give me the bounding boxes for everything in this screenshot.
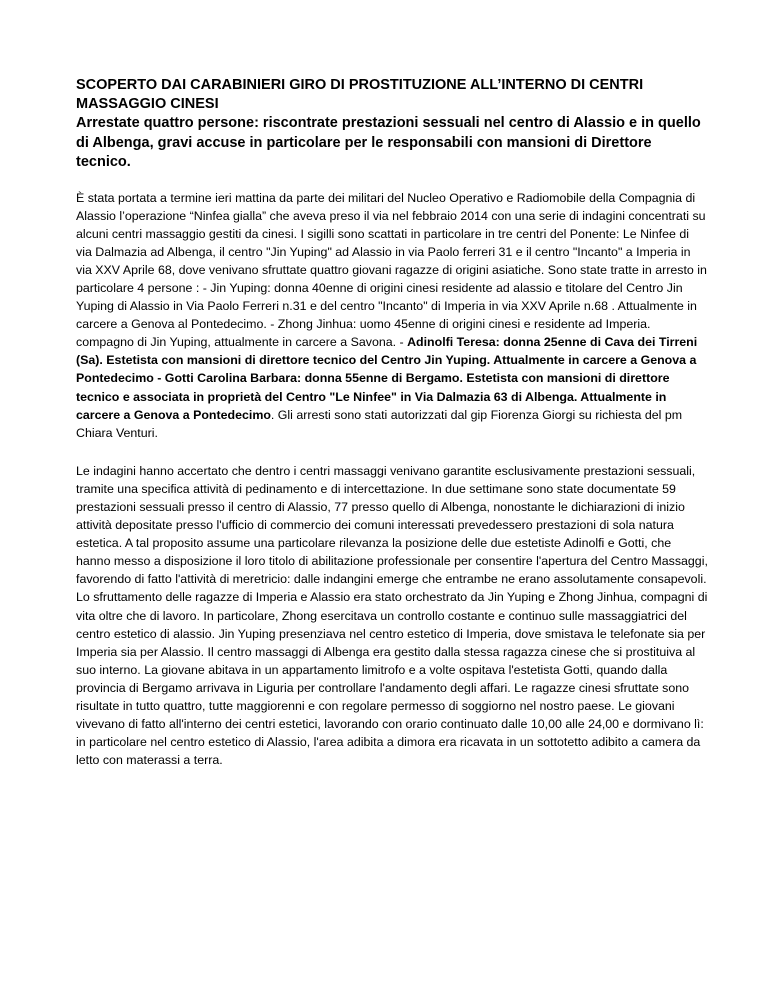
paragraph-1-closing-text: . Gli arresti sono stati autorizzati dal gip Fiorenza Giorgi su richiesta del pm Chiara Venturi. [76,407,683,440]
paragraph-1-bold-text: Adinolfi Teresa: donna 25enne di Cava dei Tirreni (Sa). Estetista con mansioni di direttore tecnico del Centro Jin Yuping. Attualmente in carcere a Genova a Pontedecimo - Gotti Carolina Barbara: donna 55enne di Bergamo. Estetista con mansioni di direttore tecnico e associata in proprietà del Centro "Le Ninfee" in Via Dalmazia 63 di Albenga. Attualmente in carcere a Genova a Pontedecimo [76,335,698,422]
article-headline: SCOPERTO DAI CARABINIERI GIRO DI PROSTITUZIONE ALL’INTERNO DI CENTRI MASSAGGIO CINESI [76,77,644,112]
article-paragraph-1 [76,189,708,442]
paragraph-1-text: È stata portata a termine ieri mattina da parte dei militari del Nucleo Operativo e Radiomobile della Compagnia di Alassio l’operazione “Ninfea gialla” che aveva preso il via nel febbraio 2014 con una serie di indagini concentrati su alcuni centri massaggio gestiti da cinesi. I sigilli sono scattati in particolare in tre centri del Ponente: Le Ninfee di via Dalmazia ad Albenga, il centro "Jin Yuping" ad Alassio in via Paolo ferreri 31 e il centro "Incanto" a Imperia in via XXV Aprile 68, dove venivano sfruttate quattro giovani ragazze di origini asiatiche. Sono state tratte in arresto in particolare 4 persone : - Jin Yuping: donna 40enne di origini cinesi residente ad alassio e titolare del Centro Jin Yuping di Alassio in Via Paolo Ferreri n.31 e del centro "Incanto" di Imperia in via XXV Aprile n.68 . Attualmente in carcere a Genova al Pontedecimo. - Zhong Jinhua: uomo 45enne di origini cinesi e residente ad Imperia. compagno di Jin Yuping, attualmente in carcere a Savona. - [76,190,707,350]
article-subtitle: Arrestate quattro persone: riscontrate prestazioni sessuali nel centro di Alassio e in quello di Albenga, gravi accuse in particolare per le responsabili con mansioni di Direttore tecnico. [76,115,701,170]
article-paragraph-2: Le indagini hanno accertato che dentro i centri massaggi venivano garantite esclusivamente prestazioni sessuali, tramite una specifica attività di pedinamento e di intercettazione. In due settimane sono state documentate 59 prestazioni sessuali presso il centro di Alassio, 77 presso quello di Albenga, nonostante le dichiarazioni di inizio attività depositate presso l'ufficio di commercio dei comuni interessati prevedessero prestazioni di sola natura estetica. A tal proposito assume una particolare rilevanza la posizione delle due estetiste Adinolfi e Gotti, che hanno messo a disposizione il loro titolo di abilitazione professionale per consentire l'apertura del Centro Massaggi, favorendo di fatto l'attività di meretricio: dalle indangini emerge che entrambe ne erano assolutamente consapevoli. Lo sfruttamento delle ragazze di Imperia e Alassio era stato orchestrato da Jin Yuping e Zhong Jinhua, compagni di vita oltre che di lavoro. In particolare, Zhong esercitava un controllo costante e continuo sulle massaggiatrici del centro estetico di alassio. Jin Yuping presenziava nel centro estetico di Imperia, dove smistava le telefonate sia per Imperia sia per Alassio. Il centro massaggi di Albenga era gestito dalla stessa ragazza cinese che si prostituiva al suo interno. La giovane abitava in un appartamento limitrofo e a volte ospitava l'estetista Gotti, quando dalla provincia di Bergamo arrivava in Liguria per controllare l'andamento degli affari. Le ragazze cinesi sfruttate sono risultate in tutto quattro, tutte maggiorenni e con regolare permesso di soggiorno nel nostro paese. Le giovani vivevano di fatto all'interno dei centri estetici, lavorando con orario continuato dalle 10,00 alle 24,00 e dormivano lì: in particolare nel centro estetico di Alassio, l'area adibita a dimora era ricavata in un sottotetto adibito a camera da letto con materassi a terra. [76,463,708,768]
